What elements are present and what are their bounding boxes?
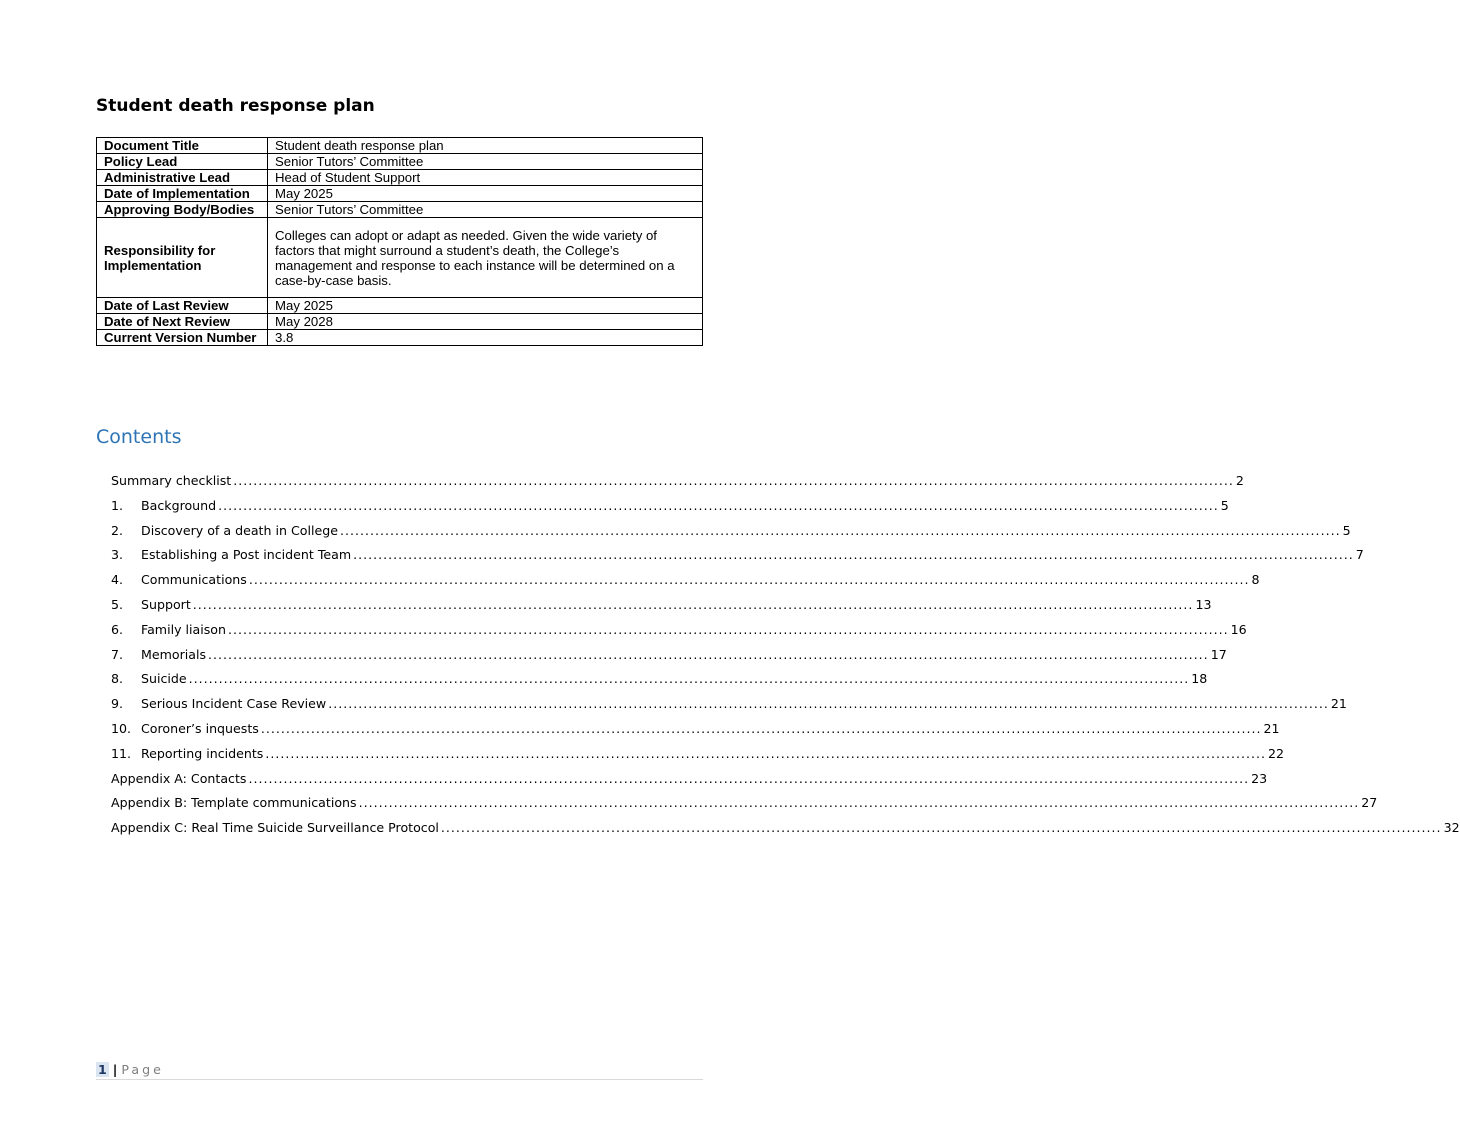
toc-entry-number: 5.	[111, 596, 124, 612]
row-label: Current Version Number	[97, 330, 268, 346]
toc-entry-number: 10.	[111, 720, 132, 736]
toc-entry-title: Background	[141, 497, 217, 513]
toc-entry-title: Appendix B: Template communications	[111, 795, 357, 811]
toc-entry-page: 27	[1361, 795, 1378, 811]
toc-entry-number: 2.	[111, 522, 124, 538]
toc-entry-number: 9.	[111, 696, 124, 712]
toc-entry-page: 8	[1251, 572, 1260, 588]
toc-entry-page: 21	[1330, 696, 1347, 712]
document-title: Student death response plan	[96, 96, 375, 116]
row-value: Colleges can adopt or adapt as needed. Given the wide variety of factors that might surround a student’s death, the College’s management and response to each instance will be determined on a case-by-case basis.	[268, 218, 703, 298]
toc-entry-page: 5	[1342, 522, 1351, 538]
row-label: Date of Last Review	[97, 298, 268, 314]
toc-dot-leader: ........................................................................................................................................................................................................	[328, 696, 1329, 712]
toc-entry-title: Discovery of a death in College	[141, 522, 338, 538]
row-value: Head of Student Support	[268, 170, 703, 186]
toc-entry-title: Memorials	[141, 646, 207, 662]
toc-entry-page: 13	[1195, 596, 1212, 612]
row-label: Policy Lead	[97, 154, 268, 170]
toc-entry[interactable]	[111, 719, 1280, 744]
toc-entry-title: Establishing a Post incident Team	[141, 547, 352, 563]
row-label: Administrative Lead	[97, 170, 268, 186]
toc-entry-title: Appendix A: Contacts	[111, 770, 247, 786]
toc-entry-title: Appendix C: Real Time Suicide Surveillance Protocol	[111, 820, 439, 836]
toc-dot-leader: ........................................................................................................................................................................................................	[339, 522, 1341, 538]
footer-separator: |	[112, 1062, 118, 1077]
toc-entry-title: Reporting incidents	[141, 745, 264, 761]
toc-dot-leader: ........................................................................................................................................................................................................	[248, 770, 1250, 786]
table-row	[97, 218, 703, 298]
row-value: May 2025	[268, 186, 703, 202]
toc-entry[interactable]	[111, 793, 1378, 818]
row-label: Date of Implementation	[97, 186, 268, 202]
table-row	[97, 202, 703, 218]
toc-entry-number: 7.	[111, 646, 124, 662]
toc-entry[interactable]	[111, 545, 1364, 570]
toc-dot-leader: ........................................................................................................................................................................................................	[265, 745, 1266, 761]
toc-entry[interactable]	[111, 471, 1244, 496]
toc-entry[interactable]	[111, 694, 1347, 719]
toc-entry-page: 21	[1263, 720, 1280, 736]
toc-dot-leader: ........................................................................................................................................................................................................	[188, 671, 1190, 687]
toc-entry-number: 3.	[111, 547, 124, 563]
toc-entry[interactable]	[111, 496, 1229, 521]
toc-entry[interactable]	[111, 595, 1212, 620]
toc-dot-leader: ........................................................................................................................................................................................................	[218, 497, 1219, 513]
toc-entry-title: Communications	[141, 572, 247, 588]
row-label: Date of Next Review	[97, 314, 268, 330]
page-number: 1	[98, 1062, 107, 1077]
toc-entry-title: Summary checklist	[111, 473, 232, 488]
toc-entry-page: 23	[1251, 770, 1268, 786]
toc-entry[interactable]	[111, 769, 1268, 794]
toc-entry-number: 1.	[111, 497, 124, 513]
table-of-contents	[111, 471, 1460, 843]
toc-dot-leader: ........................................................................................................................................................................................................	[358, 795, 1360, 811]
toc-entry[interactable]	[111, 521, 1351, 546]
toc-entry[interactable]	[111, 744, 1285, 769]
toc-entry-page: 32	[1443, 820, 1460, 836]
table-row	[97, 138, 703, 154]
row-label: Approving Body/Bodies	[97, 202, 268, 218]
row-value: Senior Tutors’ Committee	[268, 202, 703, 218]
toc-entry-page: 7	[1355, 547, 1364, 563]
toc-dot-leader: ........................................................................................................................................................................................................	[248, 572, 1250, 588]
toc-entry-page: 5	[1220, 497, 1229, 513]
table-row	[97, 186, 703, 202]
toc-entry[interactable]	[111, 570, 1260, 595]
toc-entry[interactable]	[111, 645, 1227, 670]
page-footer	[96, 1062, 703, 1080]
table-row	[97, 330, 703, 346]
toc-entry-title: Serious Incident Case Review	[141, 696, 327, 712]
toc-entry-page: 22	[1268, 745, 1285, 761]
toc-entry-page: 18	[1191, 671, 1208, 687]
toc-dot-leader: ........................................................................................................................................................................................................	[233, 473, 1234, 488]
toc-dot-leader: ........................................................................................................................................................................................................	[440, 820, 1442, 836]
toc-entry-title: Coroner’s inquests	[141, 720, 259, 736]
table-row	[97, 314, 703, 330]
document-info-table	[96, 137, 703, 346]
row-value: May 2025	[268, 298, 703, 314]
toc-dot-leader: ........................................................................................................................................................................................................	[192, 596, 1194, 612]
toc-entry-number: 8.	[111, 671, 124, 687]
toc-entry-title: Support	[141, 596, 191, 612]
toc-dot-leader: ........................................................................................................................................................................................................	[353, 547, 1354, 563]
page-label: Page	[121, 1062, 164, 1077]
row-value: May 2028	[268, 314, 703, 330]
toc-entry-number: 11.	[111, 745, 132, 761]
toc-entry-number: 6.	[111, 621, 124, 637]
row-value: Senior Tutors’ Committee	[268, 154, 703, 170]
row-label: Document Title	[97, 138, 268, 154]
row-value: Student death response plan	[268, 138, 703, 154]
toc-entry[interactable]	[111, 818, 1460, 843]
contents-heading: Contents	[96, 426, 182, 448]
toc-entry-page: 17	[1210, 646, 1227, 662]
toc-entry-title: Family liaison	[141, 621, 226, 637]
toc-entry-title: Suicide	[141, 671, 187, 687]
toc-entry-number: 4.	[111, 572, 124, 588]
toc-entry[interactable]	[111, 620, 1247, 645]
toc-dot-leader: ........................................................................................................................................................................................................	[228, 621, 1229, 637]
toc-dot-leader: ........................................................................................................................................................................................................	[260, 720, 1262, 736]
table-row	[97, 170, 703, 186]
toc-entry[interactable]	[111, 669, 1208, 694]
table-row	[97, 154, 703, 170]
toc-entry-page: 16	[1230, 621, 1247, 637]
table-row	[97, 298, 703, 314]
row-value: 3.8	[268, 330, 703, 346]
toc-dot-leader: ........................................................................................................................................................................................................	[208, 646, 1209, 662]
toc-entry-page: 2	[1235, 473, 1244, 488]
row-label: Responsibility for Implementation	[97, 218, 268, 298]
